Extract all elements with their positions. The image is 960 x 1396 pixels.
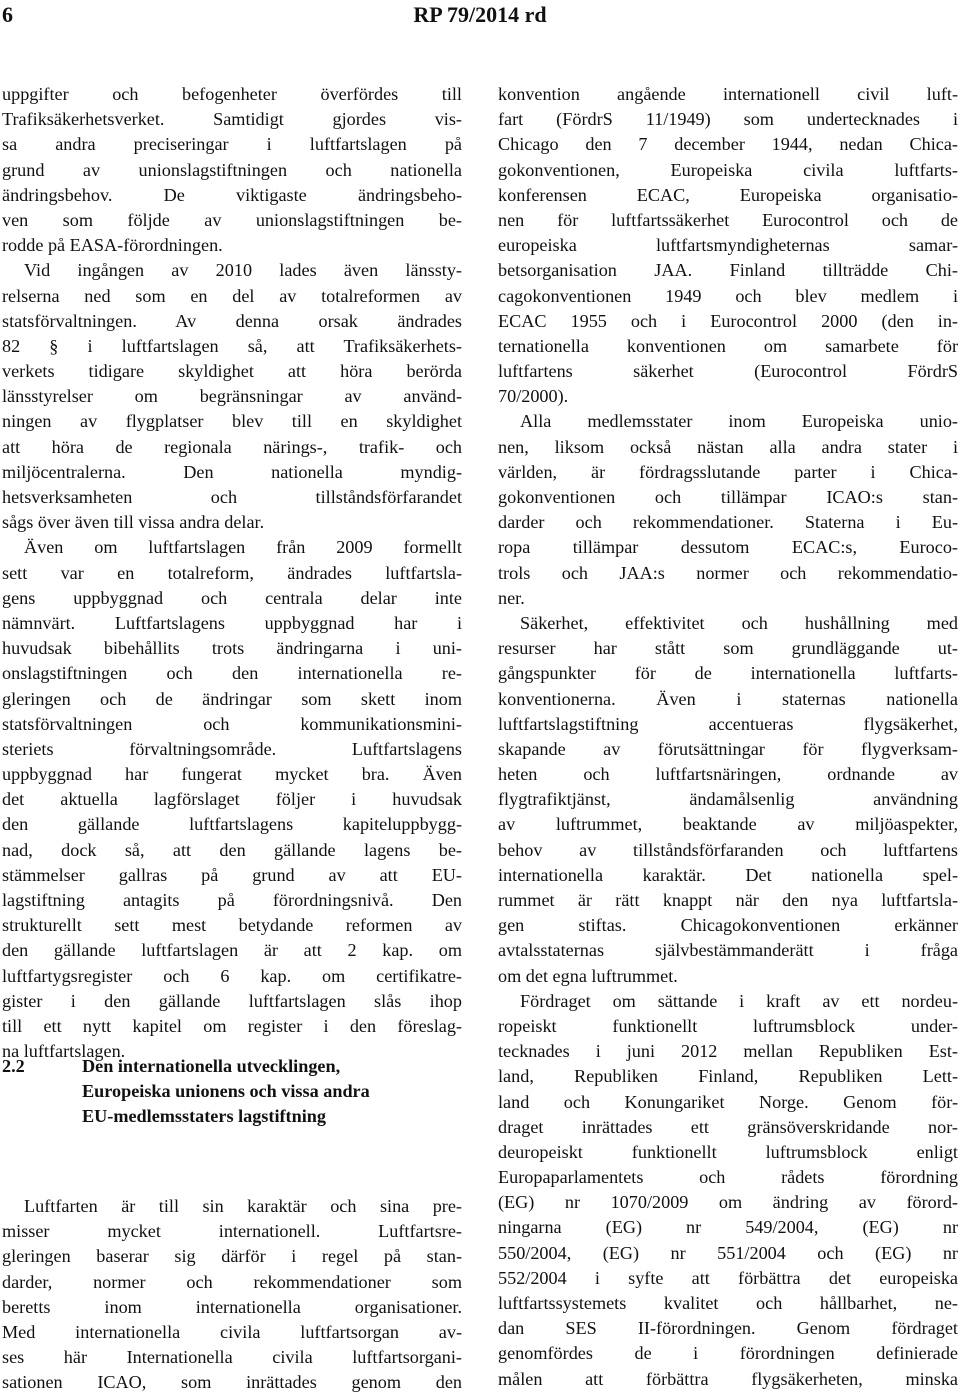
text-line: strukturellt sett mest betydande reformen av [2,915,462,936]
text-line: om det egna luftrummet. [498,965,678,986]
text-line: konferensen ECAC, Europeiska organisatio- [498,184,958,205]
text-line: länsstyrelser om begränsningar av använd- [2,386,462,407]
text-line: trols och JAA:s normer och rekommendatio- [498,562,958,583]
left-column [2,82,462,1064]
text-line: 552/2004 i syfte att förbättra det europeiska [498,1267,958,1288]
text-line: ner. [498,587,525,608]
text-line: internationella karaktär. Det nationella spel- [498,864,958,885]
text-line: deuropeiskt funktionellt luftrumsblock enligt [498,1141,958,1162]
text-line: statsförvaltningen och kommunikationsmini- [2,713,462,734]
text-line: rummet är rätt knappt när den nya luftfartsla- [498,890,958,910]
text-line: (EG) nr 1070/2009 om ändring av förord- [498,1192,958,1213]
text-line: onslagstiftningen och den internationella re- [2,663,462,684]
text-line: ningen av flygplatser blev till en skyldighet [2,411,462,432]
text-line: darder och rekommendationer. Staterna i Eu- [498,512,958,533]
text-line: ses här Internationella civila luftfartsorgani- [2,1347,462,1368]
text-line: 82 § i luftfartslagen så, att Trafiksäkerhets- [2,335,462,356]
right-column [498,82,958,1392]
text-line: ropeiskt funktionellt luftrumsblock under- [498,1015,958,1036]
page-number: 6 [2,2,13,27]
text-line: ven som följde av unionslagstiftningen be- [2,209,462,230]
left-column-lower [2,1194,462,1396]
text-line: nen för luftfartssäkerhet Eurocontrol och de [498,209,958,230]
text-line: till ett nytt kapitel om register i den föreslag- [2,1015,462,1036]
text-line: beretts inom internationella organisationer. [2,1296,462,1317]
text-line: misser mycket internationell. Luftfartsre- [2,1221,462,1242]
text-line: av luftrummet, beaktande av miljöaspekter, [498,814,958,835]
text-line: Chicago den 7 december 1944, nedan Chica- [498,134,958,155]
text-line: skapande av förutsättningar för flygverksam- [498,738,958,759]
text-line: steriets förvaltningsområde. Luftfartslagens [2,738,462,759]
text-line: världen, är fördragsslutande parter i Chica- [498,461,958,482]
text-line: nämnvärt. Luftfartslagens uppbyggnad har i [2,612,462,633]
text-line: nad, dock så, att den gällande lagens be- [2,839,462,860]
text-line: luftfartslagstiftning accentueras flygsäkerhet, [498,713,958,734]
section-title-line: EU-medlemsstaters lagstiftning [82,1106,326,1127]
text-line: Säkerhet, effektivitet och hushållning med [520,612,958,633]
text-line: Med internationella civila luftfartsorgan av- [2,1321,462,1342]
text-line: att höra de regionala närings-, trafik- och [2,436,462,457]
text-line: betsorganisation JAA. Finland tillträdde Chi- [498,260,958,281]
text-line: 550/2004, (EG) nr 551/2004 och (EG) nr [498,1242,958,1263]
text-line: Trafiksäkerhetsverket. Samtidigt gjordes vis- [2,109,462,130]
page-header [0,0,960,40]
text-line: verkets tidigare skyldighet att höra berörda [2,361,462,382]
text-line: uppgifter och befogenheter överfördes till [2,84,462,104]
text-line: heten och luftfartsnäringen, ordnande av [498,764,958,785]
section-title-line: Den internationella utvecklingen, [82,1056,341,1076]
section-title [82,1054,472,1130]
text-line: sågs över även till vissa andra delar. [2,512,265,533]
text-line: genomfördes de i förordningen definierade [498,1343,958,1364]
text-line: Även om luftfartslagen från 2009 formellt [24,537,462,558]
text-line: konvention angående internationell civil luft- [498,84,958,104]
text-line: ändringsbehov. De viktigaste ändringsbeho- [2,184,462,205]
text-line: ropa tillämpar dessutom ECAC:s, Euroco- [498,537,958,558]
text-line: luftfartens säkerhet (Eurocontrol FördrS [498,361,958,382]
text-line: behov av tillståndsförfaranden och luftfartens [498,839,958,860]
document-title: RP 79/2014 rd [413,2,547,27]
text-line: gister i den gällande luftfartslagen slås ihop [2,990,462,1011]
text-line: gen stiftas. Chicagokonventionen erkänner [498,915,958,936]
text-line: uppbyggnad har fungerat mycket bra. Även [2,764,462,785]
section-title-line: Europeiska unionens och vissa andra [82,1081,370,1102]
text-line: europeiska luftfartsmyndigheternas samar- [498,235,958,256]
text-line: gleringen baserar sig därför i regel på stan- [2,1246,462,1267]
text-line: rodde på EASA-förordningen. [2,235,223,256]
left-column-text-bottom [2,1194,462,1396]
text-line: 70/2000). [498,386,569,407]
text-line: statsförvaltningen. Av denna orsak ändrades [2,310,462,331]
text-line: luftfartssystemets kvalitet och hållbarhet, ne- [498,1293,958,1313]
text-line: na luftfartslagen. [2,1041,126,1062]
text-line: land, Republiken Finland, Republiken Lett- [498,1066,958,1087]
left-column-text-top [2,82,462,1064]
text-line: sa andra preciseringar i luftfartslagen på [2,134,462,155]
text-line: Luftfarten är till sin karaktär och sina pre- [24,1196,462,1216]
text-line: ternationella konventionen om samarbete för [498,335,958,356]
text-line: ECAC 1955 och i Eurocontrol 2000 (den in- [498,310,958,331]
text-line: den gällande luftfartslagen är att 2 kap. om [2,940,462,961]
text-line: cagokonventionen 1949 och blev medlem i [498,285,958,306]
text-line: avtalsstaternas självbestämmanderätt i fråga [498,940,958,961]
text-line: sationen ICAO, som inrättades genom den [2,1372,462,1393]
text-line: dan SES II-förordningen. Genom fördraget [498,1318,958,1339]
section-number: 2.2 [2,1056,25,1076]
text-line: relserna ned som en del av totalreformen av [2,285,462,306]
text-line: resurser har stått som grundläggande ut- [498,638,958,659]
text-line: målen att förbättra flygsäkerheten, minska [498,1368,958,1389]
text-line: gokonventionen, Europeiska civila luftfarts- [498,159,958,180]
text-line: gleringen och de ändringar som skett inom [2,688,462,709]
text-line: flygtrafiktjänst, ändamålsenlig användning [498,789,958,810]
text-line: ningarna (EG) nr 549/2004, (EG) nr [498,1217,958,1238]
text-line: tecknades i juni 2012 mellan Republiken Est- [498,1041,958,1062]
text-line: miljöcentralerna. Den nationella myndig- [2,461,462,482]
text-line: fart (FördrS 11/1949) som undertecknades i [498,109,958,130]
right-column-text [498,82,958,1392]
text-line: nen, liksom också nästan alla andra stater i [498,436,958,457]
text-line: stämmelser gallras på grund av att EU- [2,864,462,885]
text-line: luftfartygsregister och 6 kap. om certifikatre- [2,965,462,986]
text-line: gokonventionen och tillämpar ICAO:s stan- [498,487,958,507]
text-line: gens uppbyggnad och centrala delar inte [2,587,462,608]
text-line: Vid ingången av 2010 lades även länssty- [24,260,462,281]
text-line: grund av unionslagstiftningen och nationella [2,159,462,180]
text-line: Europaparlamentets och rådets förordning [498,1167,958,1188]
text-line: draget inrättades ett gränsöverskridande nor- [498,1116,958,1137]
text-line: gångspunkter för de internationella luftfarts- [498,663,958,684]
text-line: hetsverksamheten och tillståndsförfarandet [2,487,462,507]
text-line: lagstiftning antagits på förordningsnivå. Den [2,890,462,910]
text-line: land och Konungariket Norge. Genom för- [498,1091,958,1112]
text-line: sett var en totalreform, ändrades luftfartsla- [2,562,462,583]
text-line: det aktuella lagförslaget följer i huvudsak [2,789,462,810]
text-line: huvudsak bibehållits trots ändringarna i uni- [2,638,462,659]
text-line: konventionerna. Även i staternas nationella [498,688,958,709]
text-line: darder, normer och rekommendationer som [2,1271,462,1292]
text-line: Alla medlemsstater inom Europeiska unio- [520,411,958,432]
text-line: den gällande luftfartslagens kapiteluppbygg- [2,814,462,835]
text-line: Fördraget om sättande i kraft av ett nordeu- [520,990,958,1011]
